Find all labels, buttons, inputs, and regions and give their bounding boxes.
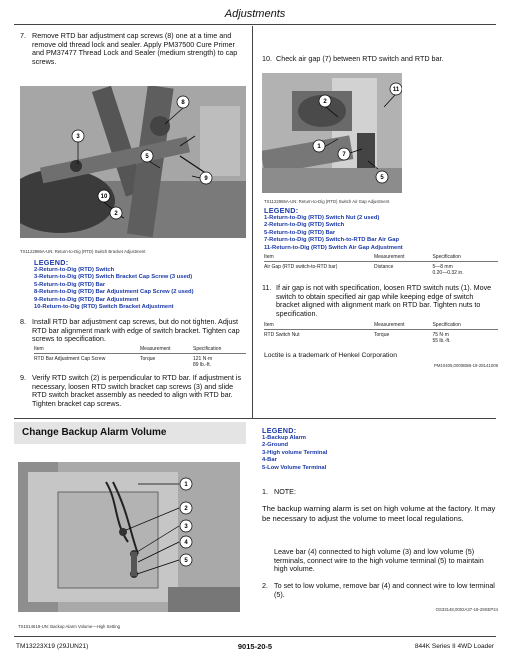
- header-rule: [14, 24, 496, 25]
- step-1-text: NOTE:: [274, 487, 296, 496]
- svg-text:9: 9: [204, 176, 208, 182]
- legend-item: 3-Return-to-Dig (RTD) Switch Bracket Cap Screw (3 used): [34, 274, 193, 281]
- volume-paragraph: Leave bar (4) connected to high volume (3) and low volume (5) terminals, connect wire to the high volume terminal (5) to maintain high volume.: [274, 547, 484, 574]
- step-1: 1. NOTE:: [262, 488, 498, 497]
- spec-table-1: Item Measurement Specification RTD Bar Adjustment Cap Screw Torque 121 N·m 89 lb.-ft.: [34, 346, 246, 368]
- section-title-banner: [14, 422, 246, 444]
- step-2-text: To set to low volume, remove bar (4) and connect wire to low terminal (5).: [274, 581, 495, 599]
- svg-text:5: 5: [145, 154, 149, 160]
- svg-text:11: 11: [392, 87, 400, 93]
- spec-item: RTD Bar Adjustment Cap Screw: [34, 356, 106, 362]
- svg-text:5: 5: [184, 558, 188, 564]
- svg-text:4: 4: [184, 540, 188, 546]
- legend-item: 11-Return-to-Dig (RTD) Switch Air Gap Adjustment: [264, 244, 403, 251]
- step-10-text: Check air gap (7) between RTD switch and RTD bar.: [276, 54, 444, 63]
- page-header: Adjustments: [224, 8, 286, 20]
- legend-item: 8-Return-to-Dig (RTD) Bar Adjustment Cap Screw (2 used): [34, 289, 194, 296]
- spec-item: Air Gap (RTD switch-to-RTD bar): [264, 264, 338, 270]
- spec-table-3: Item Measurement Specification RTD Switch Nut Torque 75 N·m 55 lb.-ft.: [264, 322, 498, 344]
- legend-item: 5-Low Volume Terminal: [262, 464, 327, 471]
- step-8-text: Install RTD bar adjustment cap screws, but do not tighten. Adjust RTD bar alignment mark with edge of switch bracket. Tighten cap screws to specification.: [32, 317, 240, 344]
- doc-ref-1: PM10405,0000B5B-19-28141009: [433, 363, 498, 368]
- loctite-trademark: Loctite is a trademark of Henkel Corporation: [264, 352, 397, 359]
- step-11: 11. If air gap is not with specification, loosen RTD switch nuts (1). Move switch to obtain specified air gap while keeping edge of switch bracket aligned with alignment mark on RTD bar. Tighten nuts to specification.: [262, 284, 498, 318]
- fig2-caption: TX1122986A-UN: Return-to-Dig (RTD) Switch Air Gap Adjustment: [264, 199, 390, 204]
- legend-item: 2-Ground: [262, 442, 289, 449]
- legend-item: 2-Return-to-Dig (RTD) Switch: [264, 222, 345, 229]
- legend-item: 5-Return-to-Dig (RTD) Bar: [264, 229, 336, 236]
- svg-text:2: 2: [114, 211, 118, 217]
- legend-item: 9-Return-to-Dig (RTD) Bar Adjustment: [34, 296, 139, 303]
- fig3-caption: TX1014619-UN: Backup Alarm Volume—High Setting: [18, 624, 120, 629]
- step-2: 2. To set to low volume, remove bar (4) and connect wire to low terminal (5).: [262, 582, 498, 599]
- footer-doc-id: TM13223X19 (29JUN21): [16, 643, 89, 650]
- page-number: 9015-20-5: [237, 642, 273, 651]
- fig1-callouts: [20, 86, 246, 238]
- spec-value: 121 N·m 89 lb.-ft.: [193, 356, 213, 368]
- svg-text:3: 3: [184, 524, 188, 530]
- svg-text:2: 2: [323, 99, 327, 105]
- legend-item: 5-Return-to-Dig (RTD) Bar: [34, 281, 106, 288]
- svg-text:1: 1: [184, 482, 188, 488]
- legend-item: 7-Return-to-Dig (RTD) Switch-to-RTD Bar Air Gap: [264, 237, 400, 244]
- step-11-text: If air gap is not with specification, loosen RTD switch nuts (1). Move switch to obtain specified air gap while keeping edge of switch bracket aligned with alignment mark on RTD bar. Tighten nuts to specification.: [276, 283, 492, 318]
- column-divider: [252, 26, 253, 418]
- svg-text:10: 10: [100, 194, 108, 200]
- legend-title: LEGEND:: [264, 206, 299, 215]
- step-10: 10. Check air gap (7) between RTD switch and RTD bar.: [262, 55, 498, 64]
- legend-title: LEGEND:: [34, 258, 69, 267]
- legend-title: LEGEND:: [262, 426, 297, 435]
- step-9: 9. Verify RTD switch (2) is perpendicular to RTD bar. If adjustment is necessary, loosen RTD switch bracket cap screws (3) and slide RTD switch bracket assembly as needed to align with RTD bar. Tighten bracket cap screws.: [20, 374, 246, 408]
- svg-text:2: 2: [184, 506, 188, 512]
- doc-ref-2: OS33148,0002A37-19-29SEP24: [435, 607, 498, 612]
- svg-text:1: 1: [317, 144, 321, 150]
- spec-value: 5—8 mm 0.20—0.32 in.: [432, 264, 464, 276]
- legend-item: 10-Return-to-Dig (RTD) Switch Bracket Adjustment: [34, 304, 174, 311]
- fig2-callouts: [262, 73, 402, 193]
- spec-value: 75 N·m 55 lb.-ft.: [432, 332, 451, 344]
- svg-text:8: 8: [181, 100, 185, 106]
- spec-table-2: Item Measurement Specification Air Gap (RTD switch-to-RTD bar) Distance 5—8 mm 0.20—0.32 in.: [264, 254, 498, 276]
- spec-item: RTD Switch Nut: [264, 332, 300, 338]
- step-8: 8. Install RTD bar adjustment cap screws, but do not tighten. Adjust RTD bar alignment mark with edge of switch bracket. Tighten cap screws to specification.: [20, 318, 246, 344]
- svg-text:5: 5: [380, 175, 384, 181]
- legend-1: [34, 258, 194, 311]
- step-7-text: Remove RTD bar adjustment cap screws (8) one at a time and remove old thread lock and sealer. Apply PM37500 Cure Primer and PM37477 Thread Lock and Sealer (medium strength) to cap screws.: [32, 31, 238, 66]
- section-rule: [14, 418, 496, 419]
- svg-text:3: 3: [76, 134, 80, 140]
- section-title: Change Backup Alarm Volume: [22, 427, 167, 438]
- legend-item: 4-Bar: [262, 457, 277, 464]
- fig1-caption: TX1122986A-UN: Return-to-Dig (RTD) Switch Bracket Adjustment: [20, 249, 146, 254]
- legend-item: 2-Return-to-Dig (RTD) Switch: [34, 267, 115, 273]
- fig3-callouts: [18, 462, 240, 612]
- step-7: 7. Remove RTD bar adjustment cap screws (8) one at a time and remove old thread lock and sealer. Apply PM37500 Cure Primer and PM37477 Thread Lock and Sealer (medium strength) to cap screws.: [20, 32, 246, 66]
- spec-measurement: Distance: [373, 264, 394, 270]
- legend-3: [262, 426, 327, 472]
- legend-2: [264, 206, 403, 252]
- svg-text:7: 7: [342, 152, 346, 158]
- legend-item: 1-Backup Alarm: [262, 435, 306, 441]
- spec-measurement: Torque: [373, 332, 390, 338]
- legend-item: 1-Return-to-Dig (RTD) Switch Nut (2 used): [264, 215, 380, 221]
- footer-model: 844K Series II 4WD Loader: [414, 643, 494, 650]
- legend-item: 3-High volume Terminal: [262, 449, 328, 456]
- note-text: The backup warning alarm is set on high volume at the factory. It may be necessary to adjust the volume to meet local regulations.: [262, 504, 496, 523]
- footer-rule: [14, 636, 496, 637]
- spec-measurement: Torque: [140, 356, 156, 362]
- step-9-text: Verify RTD switch (2) is perpendicular to RTD bar. If adjustment is necessary, loosen RTD switch bracket cap screws (3) and slide RTD switch bracket assembly as needed to align with RTD bar. Tighten bracket cap screws.: [32, 373, 242, 408]
